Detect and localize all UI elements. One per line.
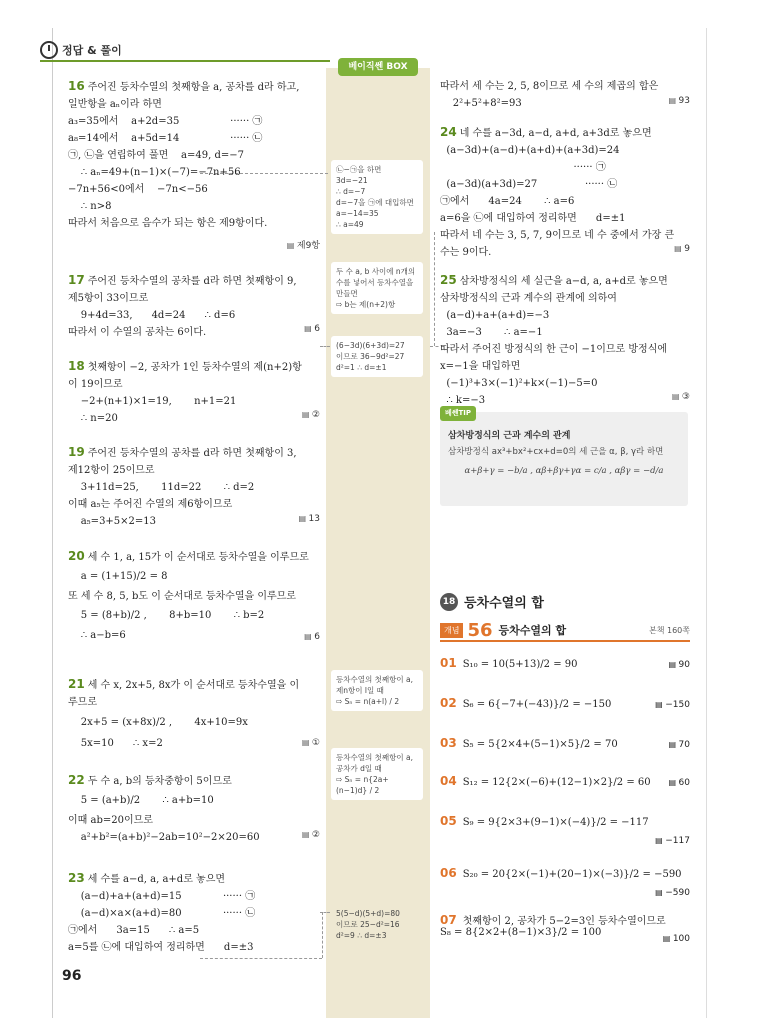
header	[40, 38, 122, 62]
problem-23: 23 세 수를 a−d, a, a+d로 놓으면 (a−d)+a+(a+d)=15 ······ ㉠ (a−d)×a×(a+d)=80 ······ ㉡ ㉠에서 3a=15 ∴ a=5 a=5를 ㉡에 대입하여 정리하면 d=±3	[68, 871, 256, 953]
sum-problem	[440, 656, 690, 670]
guide-line	[320, 346, 330, 347]
problem-20: 20 세 수 1, a, 15가 이 순서대로 등차수열을 이루므로 a = (1+15)/2 = 8 또 세 수 8, 5, b도 이 순서대로 등차수열을 이루므로 5 = (8+b)/2 , 8+b=10 ∴ b=2 ∴ a−b=6 ▤ 6	[68, 548, 320, 644]
answer: ▤ 9	[674, 244, 690, 254]
section-heading	[440, 592, 544, 611]
answer: ▤ 100	[663, 934, 690, 944]
formula: S₅ = 5{2×4+(5−1)×5}/2 = 70	[462, 739, 618, 750]
concept-number: 56	[467, 619, 493, 641]
section-title: 등차수열의 합	[464, 596, 544, 611]
concept-tag: 개념	[440, 623, 463, 638]
header-title: 정답 & 풀이	[62, 44, 122, 57]
problem-18: 18 첫째항이 −2, 공차가 1인 등차수열의 제(n+2)항 이 19이므로 −2+(n+1)×1=19, n+1=21 ∴ n=20 ▤ ②	[68, 358, 320, 427]
problem-number: 01	[440, 656, 457, 670]
tip-title: 삼차방정식의 근과 계수의 관계	[448, 431, 571, 441]
answer: ▤ 70	[668, 740, 690, 750]
answer: ▤ −117	[655, 836, 690, 846]
formula: S₉ = 9{2×3+(9−1)×(−4)}/2 = −117	[462, 817, 649, 828]
answer: ▤ 6	[304, 324, 320, 334]
sum-problem	[440, 696, 690, 710]
side-note: 등차수열의 첫째항이 a, 공차가 d일 때 ⇨ Sₙ = n{2a+(n−1)d} / 2	[331, 748, 423, 800]
answer: ▤ ①	[302, 738, 320, 748]
answer: ▤ 6	[304, 632, 320, 642]
tip-formula: α+β+γ = −b/a , αβ+βγ+γα = c/a , αβγ = −d/a	[464, 466, 664, 476]
problem-number: 04	[440, 774, 457, 788]
tip-tag: 베쎈TIP	[440, 406, 476, 421]
problem-17: 17 주어진 등차수열의 공차를 d라 하면 첫째항이 9, 제5항이 33이므로 9+4d=33, 4d=24 ∴ d=6 따라서 이 수열의 공차는 6이다. ▤ 6	[68, 272, 320, 341]
problem-number: 16	[68, 79, 85, 93]
problem-19: 19 주어진 등차수열의 공차를 d라 하면 첫째항이 3, 제12항이 25이므로 3+11d=25, 11d=22 ∴ d=2 이때 a₅는 주어진 수열의 제6항이므로 a₅=3+5×2=13 ▤ 13	[68, 444, 320, 530]
sum-problem	[440, 814, 690, 846]
problem-number: 25	[440, 273, 457, 287]
header-rule	[40, 60, 330, 62]
problem-24: 24 네 수를 a−3d, a−d, a+d, a+3d로 놓으면 (a−3d)+(a−d)+(a+d)+(a+3d)=24 ······ ㉠ (a−3d)(a+3d)=27 ······ ㉡ ㉠에서 4a=24 ∴ a=6 a=6을 ㉡에 대입하여 정리하면 d=±1 따라서 네 수는 3, 5, 7, 9이므로 네 수 중에서 가장 큰 수는 9이다. ▤ 9	[440, 124, 690, 261]
answer: ▤ 제9항	[287, 238, 320, 251]
side-note: 두 수 a, b 사이에 n개의 수를 넣어서 등차수열을 만들면 ⇨ b는 제(n+2)항	[331, 262, 423, 314]
tip-text: 삼차방정식 ax³+bx²+cx+d=0의 세 근을 α, β, γ라 하면	[448, 447, 664, 457]
answer: ▤ ③	[672, 392, 690, 402]
formula: S₂₀ = 20{2×(−1)+(20−1)×(−3)}/2 = −590	[462, 869, 682, 880]
box-label: 베이직쎈 BOX	[338, 58, 418, 76]
problem-number: 07	[440, 913, 457, 927]
sum-problem	[440, 736, 690, 750]
side-note: (6−3d)(6+3d)=27 이므로 36−9d²=27 d²=1 ∴ d=±1	[331, 336, 423, 377]
problem-number: 03	[440, 736, 457, 750]
formula: S₆ = 6{−7+(−43)}/2 = −150	[462, 699, 612, 710]
answer: ▤ −590	[655, 888, 690, 898]
sum-problem	[440, 912, 690, 944]
guide-line	[322, 912, 323, 958]
tip-box	[440, 409, 688, 506]
section-number: 18	[440, 593, 458, 611]
problem-number: 23	[68, 871, 85, 885]
answer: ▤ ②	[302, 410, 320, 420]
problem-number: 20	[68, 549, 85, 563]
book-reference: 본책 160쪽	[649, 625, 690, 635]
guide-line	[200, 958, 322, 959]
sum-problem	[440, 866, 690, 898]
problem-number: 18	[68, 359, 85, 373]
answer: ▤ 13	[298, 514, 320, 524]
problem-number: 05	[440, 814, 457, 828]
concept-heading	[440, 620, 690, 642]
problem-21: 21 세 수 x, 2x+5, 8x가 이 순서대로 등차수열을 이 루므로 2x+5 = (x+8x)/2 , 4x+10=9x 5x=10 ∴ x=2 ▤ ①	[68, 676, 320, 752]
sum-problem	[440, 774, 690, 788]
problem-23-continued: 따라서 세 수는 2, 5, 8이므로 세 수의 제곱의 합은 2²+5²+8²=93 ▤ 93	[440, 78, 690, 112]
side-note: ㉡−㉠을 하면 3d=−21 ∴ d=−7 d=−7을 ㉠에 대입하면 a=−14=35 ∴ a=49	[331, 160, 423, 234]
concept-title: 등차수열의 합	[498, 624, 567, 637]
formula: 첫째항이 2, 공차가 5−2=3인 등차수열이므로 S₈ = 8{2×2+(8−1)×3}/2 = 100	[440, 916, 666, 938]
page-number: 96	[62, 968, 82, 984]
problem-25: 25 삼차방정식의 세 실근을 a−d, a, a+d로 놓으면 삼차방정식의 근과 계수의 관계에 의하여 (a−d)+a+(a+d)=−3 3a=−3 ∴ a=−1 따라서 주어진 방정식의 한 근이 −1이므로 방정식에 x=−1을 대입하면 (−1)³+3×(−1)²+k×(−1)−5=0 ∴ k=−3 ▤ ③	[440, 272, 690, 409]
problem-number: 02	[440, 696, 457, 710]
problem-number: 22	[68, 773, 85, 787]
problem-number: 17	[68, 273, 85, 287]
problem-number: 06	[440, 866, 457, 880]
answer: ▤ 60	[668, 778, 690, 788]
answer: ▤ 90	[668, 660, 690, 670]
problem-number: 21	[68, 677, 85, 691]
side-note: 등차수열의 첫째항이 a, 제n항이 l일 때 ⇨ Sₙ = n(a+l) / 2	[331, 670, 423, 711]
answer: ▤ −150	[655, 700, 690, 710]
problem-number: 24	[440, 125, 457, 139]
clock-icon	[40, 41, 58, 59]
guide-line	[434, 232, 435, 346]
answer: ▤ ②	[302, 830, 320, 840]
formula: S₁₂ = 12{2×(−6)+(12−1)×2}/2 = 60	[462, 777, 651, 788]
formula: S₁₀ = 10(5+13)/2 = 90	[462, 659, 578, 670]
problem-22: 22 두 수 a, b의 등차중항이 5이므로 5 = (a+b)/2 ∴ a+b=10 이때 ab=20이므로 a²+b²=(a+b)²−2ab=10²−2×20=60 ▤ ②	[68, 772, 320, 846]
answer: ▤ 93	[668, 96, 690, 106]
problem-number: 19	[68, 445, 85, 459]
problem-16: 16 주어진 등차수열의 첫째항을 a, 공차를 d라 하고, 일반항을 aₙ이라 하면 a₃=35에서 a+2d=35 ······ ㉠ a₈=14에서 a+5d=14 ······ ㉡ ㉠, ㉡을 연립하여 풀면 a=49, d=−7 ∴ aₙ=49+(n−1)×(−7)=−7n+56 −7n+56<0에서 −7n<−56 ∴ n>8 따라서 처음으로 음수가 되는 항은 제9항이다. ▤ 제9항	[68, 78, 320, 232]
side-note: 5(5−d)(5+d)=80 이므로 25−d²=16 d²=9 ∴ d=±3	[336, 909, 400, 940]
